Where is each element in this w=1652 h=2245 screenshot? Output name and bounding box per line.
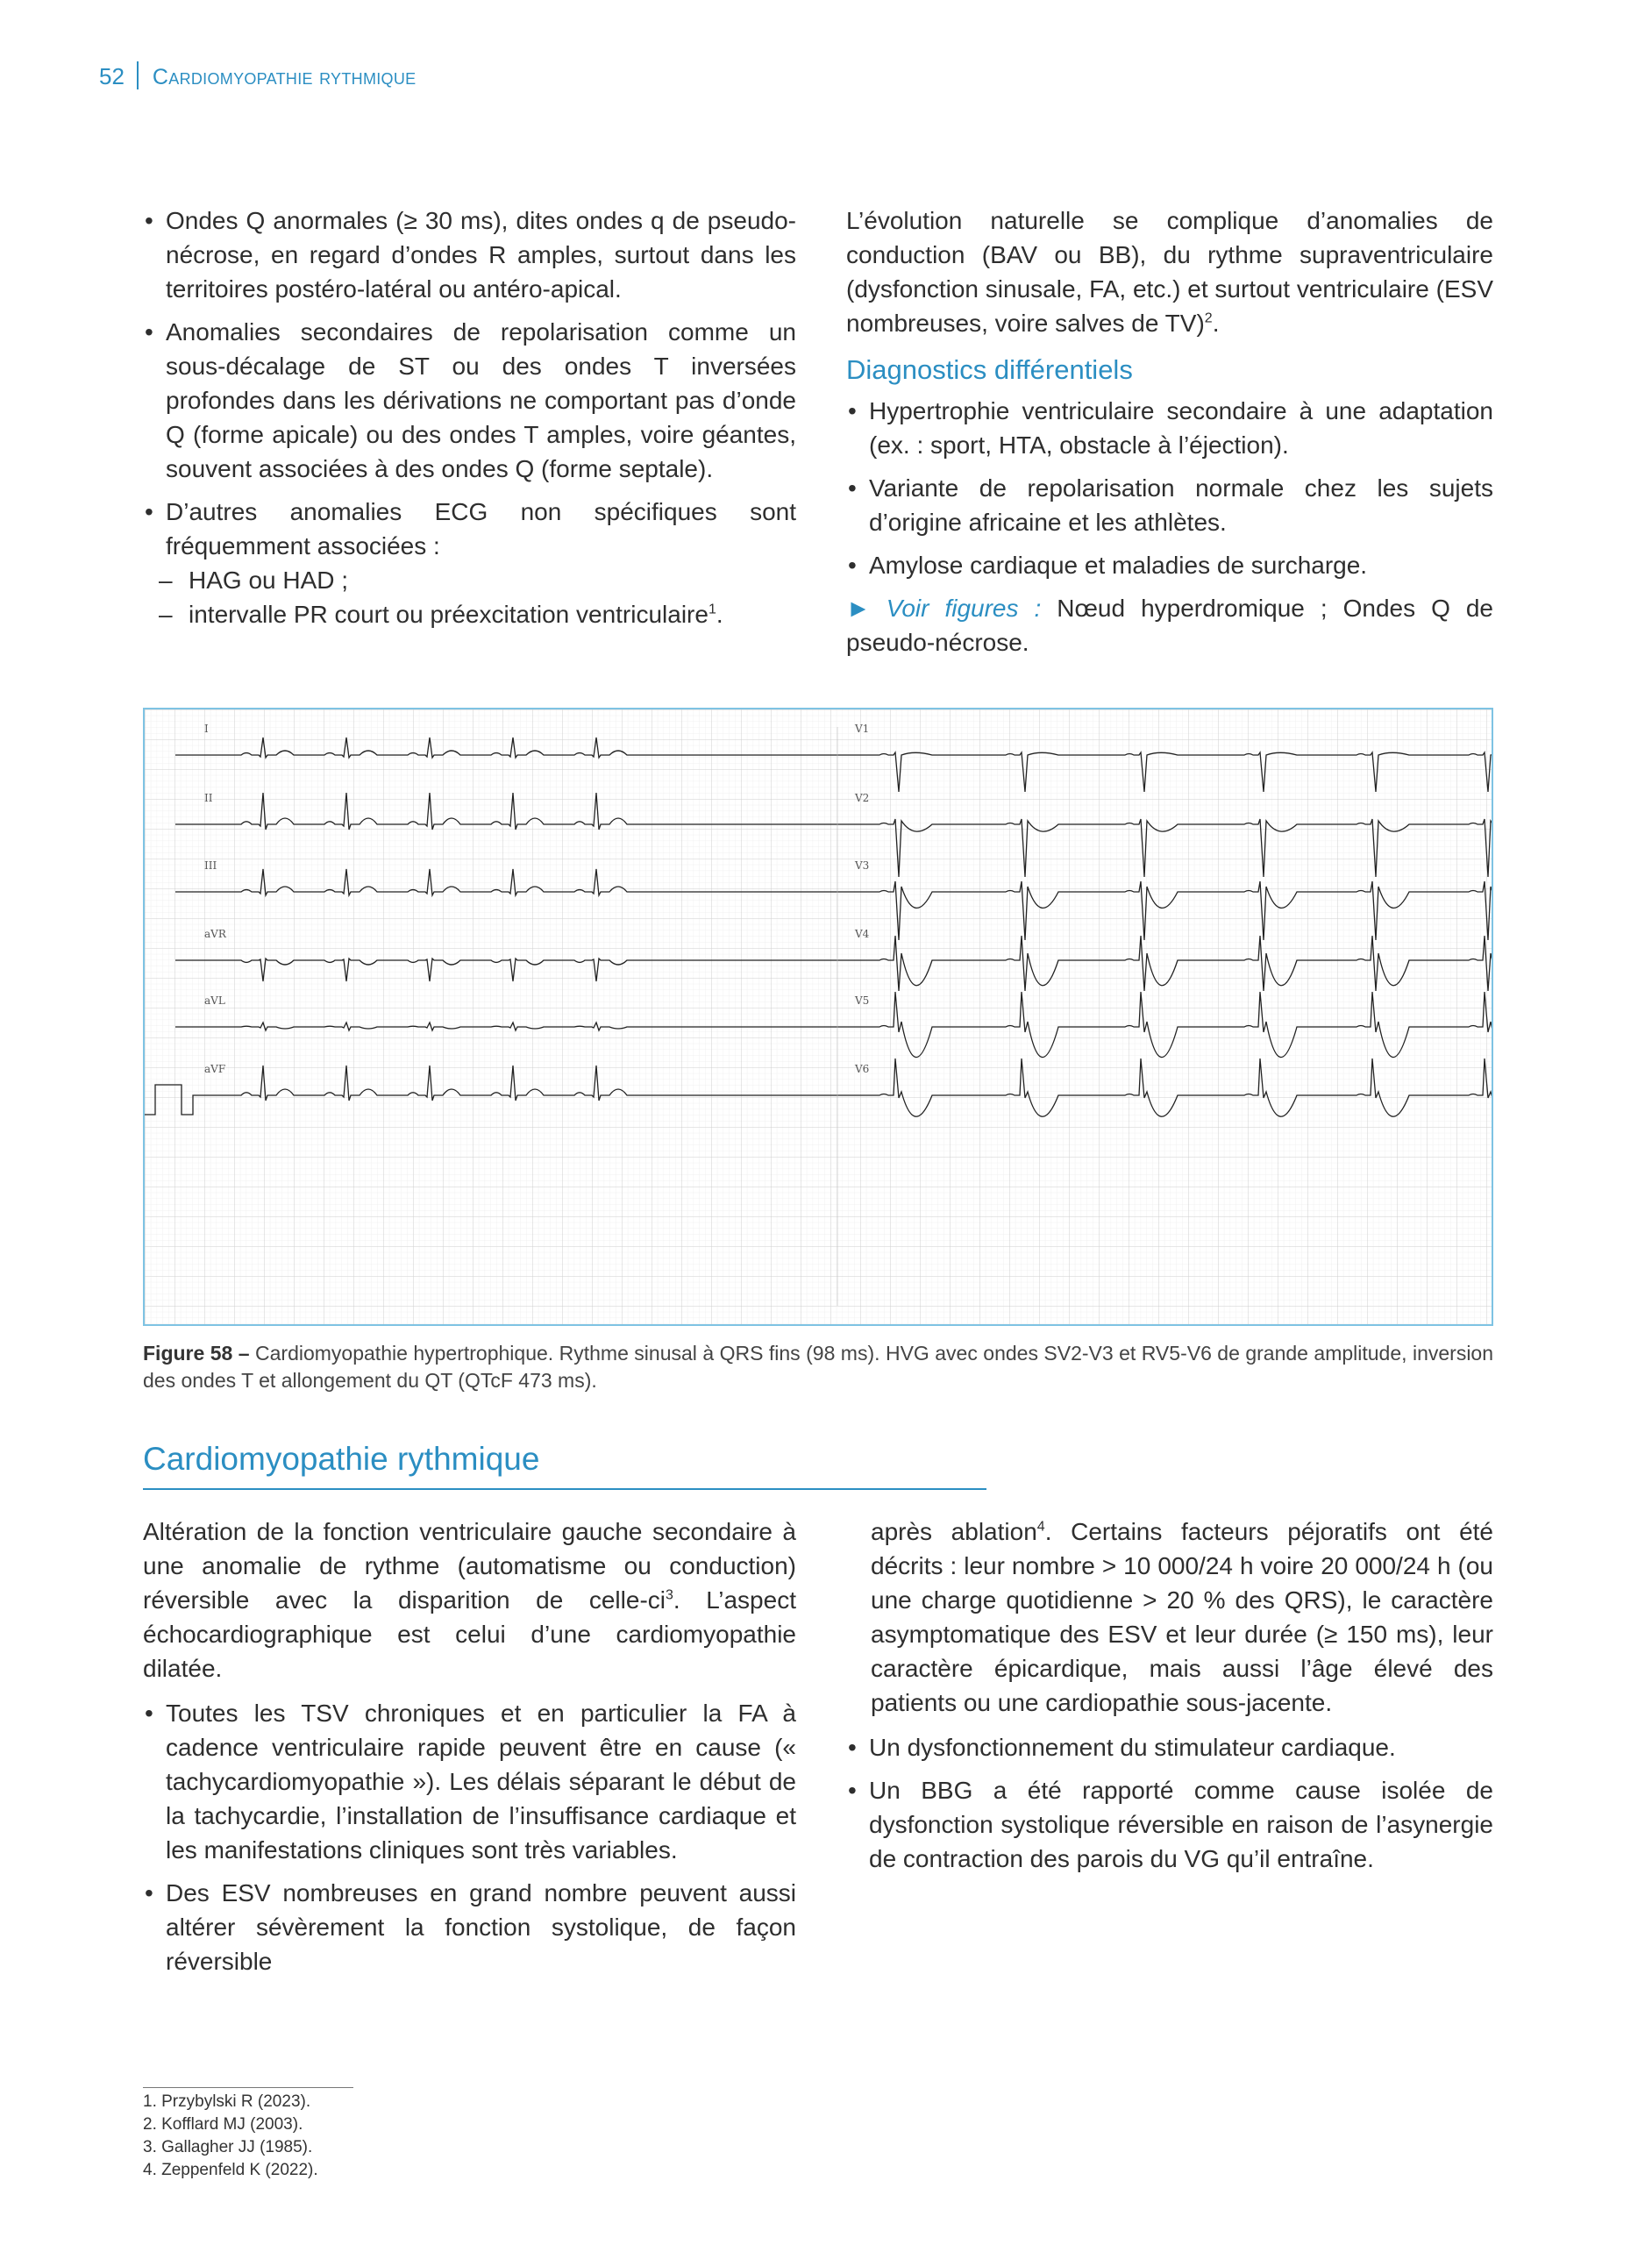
- bullet-dot: •: [848, 1777, 857, 1804]
- page-number: 52: [99, 63, 125, 89]
- lead-label: II: [204, 792, 213, 804]
- footnote-ref: 1: [708, 602, 716, 617]
- lead-label: V5: [855, 994, 870, 1007]
- bullet-text: Ondes Q anormales (≥ 30 ms), dites ondes q de pseudo-nécrose, en regard d’ondes R amples, surtout dans les territoires postéro-latéral ou antéro-apical.: [166, 207, 796, 303]
- lead-label: III: [204, 859, 217, 872]
- footnote-ref: 3: [666, 1587, 673, 1603]
- bullet-item: [143, 1876, 796, 1978]
- bullet-text: Amylose cardiaque et maladies de surcharge.: [869, 552, 1368, 579]
- lead-label: V4: [855, 928, 870, 940]
- paragraph-text: . Certains facteurs péjoratifs ont été décrits : leur nombre > 10 000/24 h voire 20 000/24 h (ou une charge quotidienne > 20 % des QRS), le caractère asymptomatique des ESV et leur durée (≥ 150 ms), leur caractère épicardique, mais aussi l’âge élevé des patients ou une cardiopathie sous-jacente.: [871, 1518, 1494, 1716]
- lead-label: aVF: [204, 1063, 226, 1075]
- section-divider: [143, 1488, 986, 1490]
- lead-label: V3: [855, 859, 870, 872]
- bullet-dot: •: [145, 1700, 153, 1727]
- header-divider: [137, 61, 139, 89]
- bullet-text: Toutes les TSV chroniques et en particulier la FA à cadence ventriculaire rapide peuvent être en cause (« tachycardiomyopathie »). Les délais séparant le début de la tachycardie, l’installation de l’insuffisance cardiaque et les manifestations cliniques sont très variables.: [166, 1700, 796, 1864]
- footnote-item: 1. Przybylski R (2023).: [143, 2092, 311, 2111]
- subheading: Diagnostics différentiels: [846, 354, 1133, 385]
- figure-caption: [143, 1340, 1493, 1394]
- footnote-item: 3. Gallagher JJ (1985).: [143, 2138, 313, 2156]
- paragraph: [143, 1514, 796, 1686]
- bullet-item: [143, 315, 796, 486]
- ecg-tracing: [145, 709, 1492, 1324]
- lead-label: aVL: [204, 994, 225, 1007]
- see-figures: [846, 591, 1493, 659]
- bullet-dot: •: [145, 318, 153, 346]
- bullet-item: [143, 1696, 796, 1867]
- bullet-item: [143, 203, 796, 306]
- section-title: Cardiomyopathie rythmique: [143, 1441, 540, 1477]
- caption-text: Cardiomyopathie hypertrophique. Rythme sinusal à QRS fins (98 ms). HVG avec ondes SV2-V3 et RV5-V6 de grande amplitude, inversion des ondes T et allongement du QT (QTcF 473 ms).: [143, 1342, 1494, 1392]
- paragraph-text: après ablation: [871, 1518, 1037, 1545]
- dash-mark: –: [159, 567, 173, 594]
- lead-label: I: [204, 723, 209, 735]
- bullet-item: [846, 1730, 1493, 1764]
- page-header: [99, 63, 416, 92]
- right-top-column: [846, 203, 1493, 659]
- bullet-dot: •: [145, 498, 153, 525]
- dash-item: [159, 563, 796, 597]
- bullet-item: [143, 495, 796, 631]
- dash-list: [159, 563, 796, 631]
- section-left-column: [143, 1514, 796, 1987]
- footnote-item: 2. Kofflard MJ (2003).: [143, 2115, 303, 2134]
- bullet-text: Anomalies secondaires de repolarisation comme un sous-décalage de ST ou des ondes T inversées profondes dans les dérivations ne comportant pas d’onde Q (forme apicale) ou des ondes T amples, voire géantes, souvent associées à des ondes Q (forme septale).: [166, 318, 796, 482]
- section-right-column: [848, 1514, 1494, 1885]
- bullet-dot: •: [848, 552, 857, 579]
- bullet-item: [846, 1773, 1493, 1876]
- dash-text: HAG ou HAD ;: [189, 567, 349, 594]
- bullet-item: [846, 394, 1493, 462]
- bullet-dot: •: [848, 1734, 857, 1761]
- arrow-icon: ►: [846, 595, 871, 622]
- bullet-text: Un dysfonctionnement du stimulateur cardiaque.: [869, 1734, 1396, 1761]
- bullet-text: Variante de repolarisation normale chez les sujets d’origine africaine et les athlètes.: [869, 474, 1493, 536]
- lead-label: V1: [855, 723, 870, 735]
- footnote-item: 4. Zeppenfeld K (2022).: [143, 2161, 318, 2179]
- bullet-dot: •: [848, 474, 857, 502]
- bullet-item: [846, 548, 1493, 582]
- paragraph-text: L’évolution naturelle se complique d’anomalies de conduction (BAV ou BB), du rythme supraventriculaire (dysfonction sinusale, FA, etc.) et surtout ventriculaire (ESV nombreuses, voire salves de TV): [846, 207, 1493, 337]
- footnote-divider: [143, 2087, 353, 2088]
- paragraph-text: . L’aspect échocardiographique est celui d’une cardiomyopathie dilatée.: [143, 1586, 796, 1682]
- ecg-figure: [143, 708, 1493, 1326]
- paragraph: [871, 1514, 1493, 1720]
- lead-label: V2: [855, 792, 870, 804]
- bullet-dot: •: [145, 207, 153, 234]
- paragraph-text: Altération de la fonction ventriculaire gauche secondaire à une anomalie de rythme (automatisme ou conduction) réversible avec la disparition de celle-ci: [143, 1518, 796, 1614]
- footnote-ref: 2: [1204, 310, 1213, 326]
- footnote-ref: 4: [1036, 1519, 1045, 1535]
- running-title: Cardiomyopathie rythmique: [152, 65, 417, 89]
- bullet-text: Hypertrophie ventriculaire secondaire à une adaptation (ex. : sport, HTA, obstacle à l’éjection).: [869, 397, 1493, 459]
- see-figures-link[interactable]: Nœud hyperdromique ; Ondes Q de pseudo-nécrose.: [846, 595, 1494, 656]
- lead-label: V6: [855, 1063, 870, 1075]
- paragraph: [846, 203, 1493, 340]
- figure-label: Figure 58 –: [143, 1342, 250, 1365]
- bullet-text: D’autres anomalies ECG non spécifiques sont fréquemment associées :: [166, 498, 796, 559]
- bullet-item: [846, 471, 1493, 539]
- see-figures-label: Voir figures :: [886, 595, 1042, 622]
- bullet-dot: •: [145, 1879, 153, 1906]
- dash-item: [159, 597, 796, 631]
- bullet-text: Des ESV nombreuses en grand nombre peuvent aussi altérer sévèrement la fonction systolique, de façon réversible: [166, 1879, 796, 1975]
- dash-mark: –: [159, 601, 173, 628]
- bullet-dot: •: [848, 397, 857, 424]
- punctuation: .: [1212, 310, 1220, 337]
- punctuation: .: [716, 601, 723, 628]
- lead-label: aVR: [204, 928, 226, 940]
- bullet-text: Un BBG a été rapporté comme cause isolée de dysfonction systolique réversible en raison de l’asynergie de contraction des parois du VG qu’il entraîne.: [869, 1777, 1493, 1872]
- footnotes: [143, 2091, 318, 2182]
- left-top-column: [143, 203, 796, 631]
- dash-text: intervalle PR court ou préexcitation ventriculaire: [189, 601, 709, 628]
